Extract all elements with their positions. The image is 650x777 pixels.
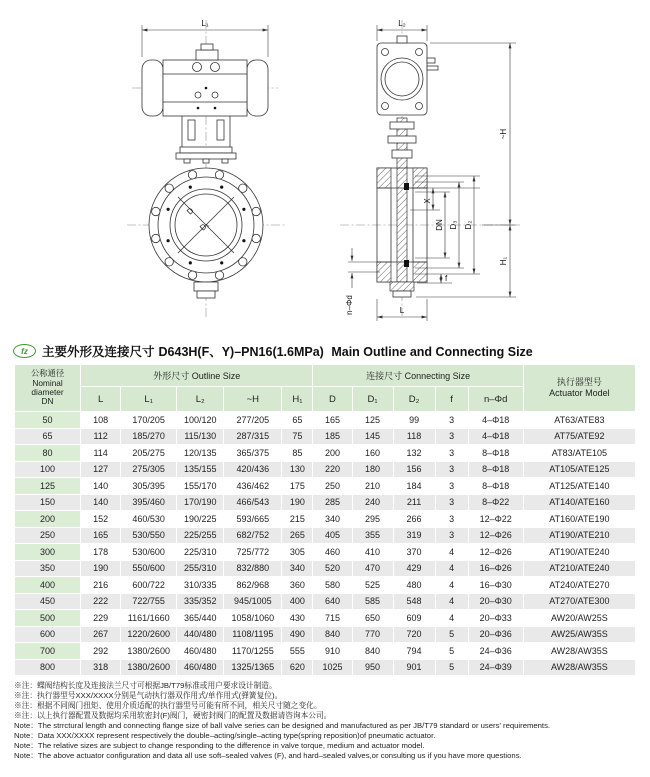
actuator-cell: AT63/ATE83 [523, 412, 635, 429]
dim-cell: 1058/1060 [224, 610, 282, 627]
dim-cell: 20–Φ30 [468, 593, 523, 610]
dim-cell: 285 [313, 494, 352, 511]
dim-cell: 152 [81, 511, 121, 528]
actuator-cell: AT210/ATE240 [523, 560, 635, 577]
dim-cell: 200 [313, 445, 352, 462]
actuator-cell: AT160/ATE190 [523, 511, 635, 528]
dim-cell: 585 [352, 593, 393, 610]
dim-cell: 4 [435, 544, 468, 561]
actuator-cell: AW28/AW35S [523, 659, 635, 676]
header-actuator-zh: 执行器型号 [556, 376, 602, 387]
dim-cell: 222 [81, 593, 121, 610]
dim-cell: 140 [81, 494, 121, 511]
header-col-D2: D₂ [393, 387, 435, 412]
dim-cell: 3 [435, 527, 468, 544]
dim-cell: 3 [435, 445, 468, 462]
table-row [15, 544, 636, 561]
dim-cell: 185 [313, 428, 352, 445]
dim-cell: 3 [435, 478, 468, 495]
dim-cell: 305/395 [121, 478, 177, 495]
dn-cell: 125 [15, 478, 81, 495]
dn-cell: 150 [15, 494, 81, 511]
dim-cell: 24–Φ36 [468, 643, 523, 660]
dim-cell: 4 [435, 577, 468, 594]
note-line: Note：The relative sizes are subject to change responding to the difference in valve torque, medium and actuator model. [14, 741, 425, 750]
note-line: ※注：以上执行器配置及数据均采用软密封(F)阀门，硬密封阀门的配置及数据请咨询本公司。 [14, 711, 332, 720]
dim-label-f: f [445, 274, 448, 283]
dim-cell: 85 [282, 445, 313, 462]
dim-cell: 165 [313, 412, 352, 429]
dn-cell: 65 [15, 428, 81, 445]
dim-cell: 4–Φ18 [468, 428, 523, 445]
dim-cell: 620 [282, 659, 313, 676]
table-row [15, 445, 636, 462]
dim-cell: 360 [282, 577, 313, 594]
dim-cell: 460/530 [121, 511, 177, 528]
dim-cell: 250 [313, 478, 352, 495]
dim-cell: 4 [435, 610, 468, 627]
table-row [15, 511, 636, 528]
dim-cell: 470 [352, 560, 393, 577]
title-model: D643H(F、Y)–PN16(1.6MPa) [158, 345, 324, 359]
actuator-cell: AT75/ATE92 [523, 428, 635, 445]
dim-cell: 365/375 [224, 445, 282, 462]
dim-cell: 8–Φ18 [468, 478, 523, 495]
dim-cell: 65 [282, 412, 313, 429]
dim-cell: 460 [313, 544, 352, 561]
dn-cell: 600 [15, 626, 81, 643]
header-connecting-size: 连接尺寸 Connecting Size [313, 365, 523, 387]
dim-label-x: X [423, 198, 432, 204]
header-dn-en1: Nominal [32, 377, 63, 388]
dim-cell: 178 [81, 544, 121, 561]
dim-cell: 99 [393, 412, 435, 429]
dim-cell: 1161/1660 [121, 610, 177, 627]
table-row [15, 412, 636, 429]
dim-label-d2: D₂ [464, 220, 473, 230]
dim-cell: 3 [435, 428, 468, 445]
dim-label-l1: L₁ [201, 19, 209, 28]
dim-cell: 190 [282, 494, 313, 511]
dim-cell: 440/480 [177, 626, 224, 643]
dim-cell: 3 [435, 461, 468, 478]
header-col-D1: D₁ [352, 387, 393, 412]
dim-cell: 184 [393, 478, 435, 495]
dim-cell: 609 [393, 610, 435, 627]
dim-cell: 165 [81, 527, 121, 544]
note-line: ※注：根据不同阀门扭矩、使用介质适配的执行器型号可能有所不同，相关尺寸随之变化。 [14, 701, 322, 710]
dim-cell: 466/543 [224, 494, 282, 511]
company-logo-icon: fz [13, 344, 36, 358]
dim-cell: 901 [393, 659, 435, 676]
dim-cell: 910 [313, 643, 352, 660]
table-body [15, 412, 636, 676]
actuator-cell: AT140/ATE160 [523, 494, 635, 511]
actuator-cell: AT83/ATE105 [523, 445, 635, 462]
dim-cell: 520 [313, 560, 352, 577]
dim-label-h: ~H [499, 128, 508, 140]
header-col-D: D [313, 387, 352, 412]
dim-cell: 20–Φ36 [468, 626, 523, 643]
dn-cell: 100 [15, 461, 81, 478]
dim-cell: 4–Φ18 [468, 412, 523, 429]
dim-cell: 115/130 [177, 428, 224, 445]
dim-cell: 135/155 [177, 461, 224, 478]
dim-cell: 175 [282, 478, 313, 495]
dim-cell: 640 [313, 593, 352, 610]
dim-cell: 100/120 [177, 412, 224, 429]
dim-cell: 840 [313, 626, 352, 643]
dim-cell: 530/550 [121, 527, 177, 544]
notes [14, 681, 650, 761]
front-view [127, 19, 285, 318]
dim-cell: 255/310 [177, 560, 224, 577]
dim-cell: 945/1005 [224, 593, 282, 610]
dim-cell: 211 [393, 494, 435, 511]
header-actuator-model [523, 365, 635, 412]
actuator-cell: AT125/ATE140 [523, 478, 635, 495]
header-col-L: L [81, 387, 121, 412]
section-title [42, 342, 537, 360]
dim-cell: 265 [282, 527, 313, 544]
dim-cell: 160 [352, 445, 393, 462]
dim-cell: 530/600 [121, 544, 177, 561]
note-line: Note：Data XXX/XXXX represent respectively the double–acting/single–acting type(spring reposition)of pneumatic actuator. [14, 731, 436, 740]
dim-cell: 525 [352, 577, 393, 594]
dim-cell: 170/190 [177, 494, 224, 511]
dim-cell: 156 [393, 461, 435, 478]
actuator-cell: AW20/AW25S [523, 610, 635, 627]
dim-cell: 12–Φ22 [468, 511, 523, 528]
table-row [15, 610, 636, 627]
dim-cell: 310/335 [177, 577, 224, 594]
dn-cell: 350 [15, 560, 81, 577]
actuator-cell: AT270/ATE300 [523, 593, 635, 610]
dim-cell: 112 [81, 428, 121, 445]
dim-cell: 335/352 [177, 593, 224, 610]
dim-cell: 277/205 [224, 412, 282, 429]
dim-cell: 20–Φ33 [468, 610, 523, 627]
dim-cell: 555 [282, 643, 313, 660]
dim-cell: 340 [282, 560, 313, 577]
dim-cell: 3 [435, 494, 468, 511]
dim-cell: 12–Φ26 [468, 527, 523, 544]
header-col-L1: L₁ [121, 387, 177, 412]
dim-cell: 1380/2600 [121, 659, 177, 676]
table-row [15, 461, 636, 478]
dim-cell: 267 [81, 626, 121, 643]
dim-label-n-phid: n–Φd [345, 295, 354, 315]
dim-cell: 287/315 [224, 428, 282, 445]
table-row [15, 593, 636, 610]
dim-cell: 490 [282, 626, 313, 643]
dim-cell: 4 [435, 560, 468, 577]
dim-cell: 24–Φ39 [468, 659, 523, 676]
actuator-cell: AW25/AW35S [523, 626, 635, 643]
note-line: ※注：蝶阀结构长度及连接法兰尺寸可根据JB/T79标准或用户要求设计制造。 [14, 681, 277, 690]
dim-cell: 1170/1255 [224, 643, 282, 660]
dn-cell: 300 [15, 544, 81, 561]
dim-cell: 319 [393, 527, 435, 544]
dim-cell: 550/600 [121, 560, 177, 577]
dim-cell: 8–Φ18 [468, 445, 523, 462]
dim-cell: 420/436 [224, 461, 282, 478]
header-col-H1: H₁ [282, 387, 313, 412]
dn-cell: 800 [15, 659, 81, 676]
dim-cell: 1108/1195 [224, 626, 282, 643]
dim-cell: 190/225 [177, 511, 224, 528]
dim-cell: 5 [435, 626, 468, 643]
dim-cell: 8–Φ18 [468, 461, 523, 478]
dim-cell: 395/460 [121, 494, 177, 511]
dim-cell: 127 [81, 461, 121, 478]
dim-label-l2: L₂ [398, 19, 406, 28]
dim-label-d3: D₃ [449, 220, 458, 230]
header-col-L2: L₂ [177, 387, 224, 412]
dim-cell: 720 [393, 626, 435, 643]
dim-cell: 1380/2600 [121, 643, 177, 660]
actuator-cell: AT240/ATE270 [523, 577, 635, 594]
header-outline-size: 外形尺寸 Outline Size [81, 365, 313, 387]
dim-cell: 8–Φ22 [468, 494, 523, 511]
dn-cell: 500 [15, 610, 81, 627]
dim-cell: 114 [81, 445, 121, 462]
dim-cell: 16–Φ26 [468, 560, 523, 577]
dn-cell: 250 [15, 527, 81, 544]
dim-cell: 548 [393, 593, 435, 610]
dim-cell: 950 [352, 659, 393, 676]
dim-label-h1: H₁ [499, 256, 508, 266]
dim-cell: 132 [393, 445, 435, 462]
dim-cell: 832/880 [224, 560, 282, 577]
dim-cell: 840 [352, 643, 393, 660]
dn-cell: 200 [15, 511, 81, 528]
dim-cell: 130 [282, 461, 313, 478]
dim-cell: 4 [435, 593, 468, 610]
dim-cell: 210 [352, 478, 393, 495]
dim-cell: 725/772 [224, 544, 282, 561]
dim-cell: 5 [435, 659, 468, 676]
table-row [15, 643, 636, 660]
dim-cell: 370 [393, 544, 435, 561]
header-nominal-diameter [15, 365, 81, 412]
dim-cell: 140 [81, 478, 121, 495]
dim-cell: 429 [393, 560, 435, 577]
dim-cell: 3 [435, 412, 468, 429]
header-actuator-en: Actuator Model [549, 388, 610, 398]
dn-cell: 400 [15, 577, 81, 594]
dim-cell: 229 [81, 610, 121, 627]
note-line: Note：The above actuator configuration and data all use soft–sealed valves (F), and hard–sealed valves,or consulting us if you have more questions. [14, 751, 522, 760]
dim-cell: 155/170 [177, 478, 224, 495]
dim-cell: 770 [352, 626, 393, 643]
dim-cell: 480 [393, 577, 435, 594]
dim-cell: 355 [352, 527, 393, 544]
dim-label-d1: D₁ [198, 220, 211, 233]
table-row [15, 659, 636, 676]
header-col-n-phid: n–Φd [468, 387, 523, 412]
dim-cell: 216 [81, 577, 121, 594]
dim-cell: 862/968 [224, 577, 282, 594]
dim-cell: 410 [352, 544, 393, 561]
dim-cell: 12–Φ26 [468, 544, 523, 561]
dim-cell: 120/135 [177, 445, 224, 462]
dimension-table [14, 364, 636, 676]
dim-cell: 170/205 [121, 412, 177, 429]
dim-cell: 650 [352, 610, 393, 627]
dim-cell: 185/270 [121, 428, 177, 445]
actuator-cell: AT190/ATE240 [523, 544, 635, 561]
dim-cell: 305 [282, 544, 313, 561]
table-row [15, 478, 636, 495]
dim-label-l: L [399, 306, 405, 315]
dim-cell: 205/275 [121, 445, 177, 462]
dim-cell: 215 [282, 511, 313, 528]
dim-cell: 240 [352, 494, 393, 511]
dim-cell: 145 [352, 428, 393, 445]
dim-cell: 225/310 [177, 544, 224, 561]
dim-cell: 340 [313, 511, 352, 528]
header-dn-zh: 公称通径 [30, 368, 65, 379]
dim-cell: 430 [282, 610, 313, 627]
table-row [15, 577, 636, 594]
header-dn-en3: DN [41, 396, 54, 407]
actuator-cell: AT190/ATE210 [523, 527, 635, 544]
note-line: Note：The strrctural length and connecting flange size of ball valve series can be designed and manufactured as per JB/T79 standard or users' requirements. [14, 721, 551, 730]
dim-cell: 3 [435, 511, 468, 528]
dim-cell: 580 [313, 577, 352, 594]
dn-cell: 450 [15, 593, 81, 610]
dim-cell: 682/752 [224, 527, 282, 544]
dim-cell: 593/665 [224, 511, 282, 528]
dim-cell: 225/255 [177, 527, 224, 544]
dim-cell: 292 [81, 643, 121, 660]
note-line: ※注：执行器型号XXX/XXXX分别是气动执行器双作用式/单作用式(弹簧复位)。 [14, 691, 283, 700]
dim-cell: 266 [393, 511, 435, 528]
technical-drawings [0, 0, 650, 336]
dim-cell: 180 [352, 461, 393, 478]
dim-cell: 275/305 [121, 461, 177, 478]
dim-cell: 460/480 [177, 643, 224, 660]
dn-cell: 700 [15, 643, 81, 660]
dim-cell: 5 [435, 643, 468, 660]
dim-cell: 108 [81, 412, 121, 429]
dim-label-d: D [185, 206, 196, 217]
header-col-f: f [435, 387, 468, 412]
dim-cell: 365/440 [177, 610, 224, 627]
dim-label-dn: DN [435, 219, 444, 231]
dim-cell: 1325/1365 [224, 659, 282, 676]
dim-cell: 75 [282, 428, 313, 445]
section-title-row [13, 342, 650, 360]
table-row [15, 494, 636, 511]
title-zh: 主要外形及连接尺寸 [42, 345, 155, 359]
header-col-H: ~H [224, 387, 282, 412]
side-view [340, 19, 520, 321]
dim-cell: 600/722 [121, 577, 177, 594]
dim-cell: 436/462 [224, 478, 282, 495]
dim-cell: 125 [352, 412, 393, 429]
table-row [15, 560, 636, 577]
table-row [15, 428, 636, 445]
dim-cell: 295 [352, 511, 393, 528]
header-dn-en2: diameter [31, 387, 64, 397]
dim-cell: 722/755 [121, 593, 177, 610]
dim-cell: 794 [393, 643, 435, 660]
table-row [15, 527, 636, 544]
dim-cell: 1025 [313, 659, 352, 676]
actuator-cell: AW28/AW35S [523, 643, 635, 660]
dim-cell: 405 [313, 527, 352, 544]
dim-cell: 220 [313, 461, 352, 478]
dim-cell: 190 [81, 560, 121, 577]
actuator-cell: AT105/ATE125 [523, 461, 635, 478]
dim-cell: 318 [81, 659, 121, 676]
dim-cell: 16–Φ30 [468, 577, 523, 594]
dim-cell: 715 [313, 610, 352, 627]
dim-cell: 1220/2600 [121, 626, 177, 643]
table-row [15, 626, 636, 643]
dim-cell: 460/480 [177, 659, 224, 676]
dim-cell: 118 [393, 428, 435, 445]
dn-cell: 80 [15, 445, 81, 462]
title-en: Main Outline and Connecting Size [331, 345, 533, 359]
dn-cell: 50 [15, 412, 81, 429]
dim-cell: 400 [282, 593, 313, 610]
